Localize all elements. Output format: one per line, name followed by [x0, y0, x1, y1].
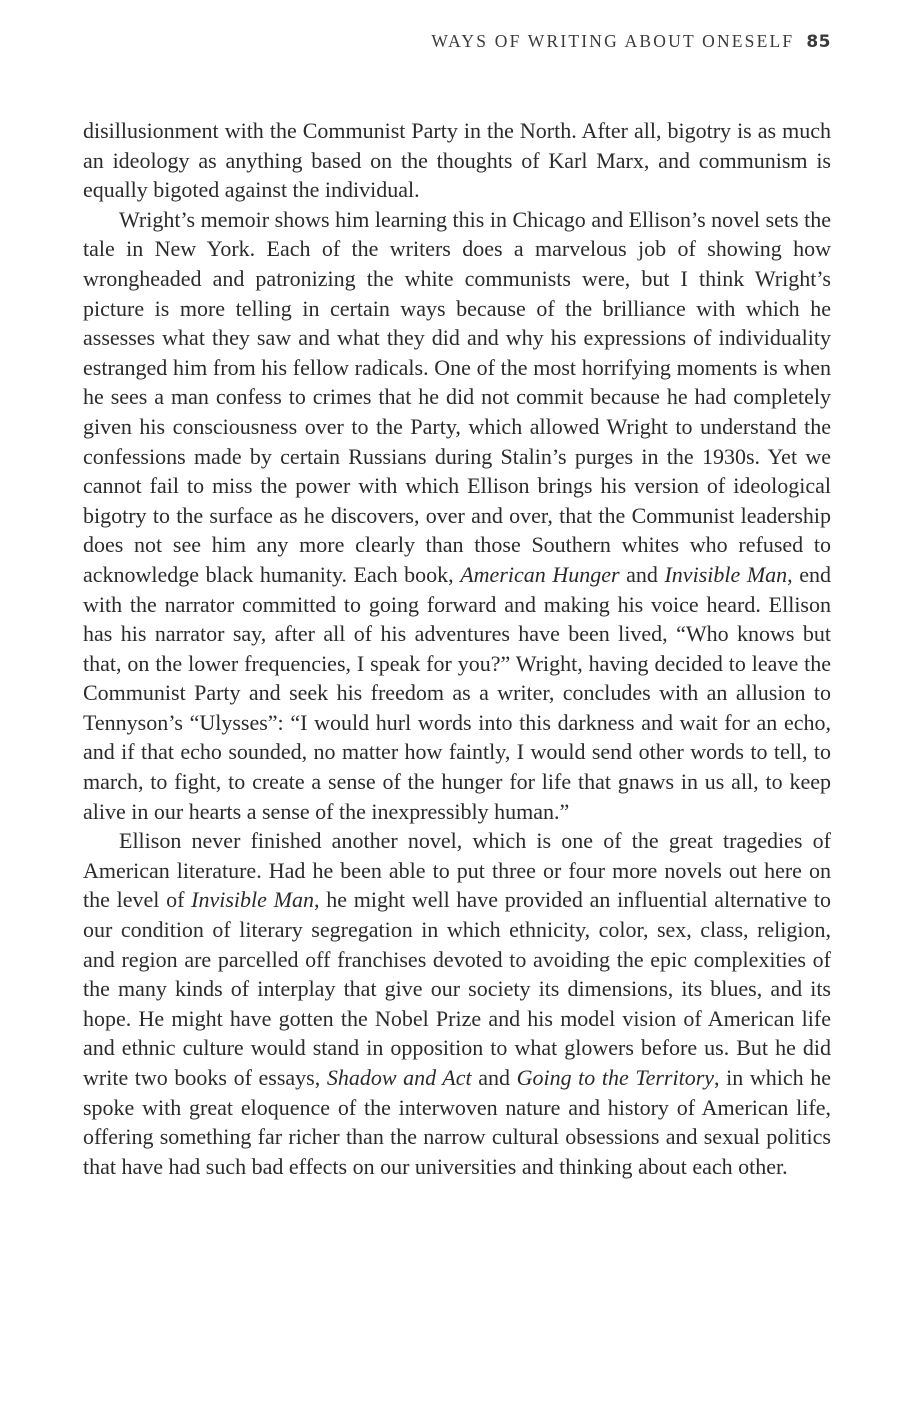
italic-title: Invisible Man — [191, 887, 314, 913]
text-run: Wright’s memoir shows him learning this in Chicago and Ellison’s novel sets the tale in New York. Each of the writers does a marvelous job of showing how wrongheaded and patronizing the white communists were, but I think Wright’s picture is more telling in certain ways because of the brilliance with which he assesses what they saw and what they did and why his expressions of individuality estranged him from his fellow radicals. One of the most horrifying moments is when he sees a man confess to crimes that he did not commit because he had completely given his consciousness over to the Party, which allowed Wright to understand the confessions made by certain Russians during Stalin’s purges in the 1930s. Yet we cannot fail to miss the power with which Ellison brings his version of ideological bigotry to the surface as he discovers, over and over, that the Communist leadership does not see him any more clearly than those Southern whites who refused to acknowledge black humanity. Each book, — [83, 206, 831, 587]
text-run: and — [619, 561, 665, 587]
text-run: , end with the narrator committed to going forward and making his voice heard. Ellison has his narrator say, after all of his adventures have been lived, “Who knows but that, on the lower frequencies, I speak for you?” Wright, having decided to leave the Communist Party and seek his freedom as a writer, concludes with an allusion to Tennyson’s “Ulysses”: “I would hurl words into this darkness and wait for an echo, and if that echo sounded, no matter how faintly, I would send other words to tell, to march, to fight, to create a sense of the hunger for life that gnaws in us all, to keep alive in our hearts a sense of the inexpressibly human.” — [83, 561, 831, 824]
italic-title: Shadow and Act — [326, 1065, 472, 1090]
text-run: and — [471, 1065, 517, 1090]
page-number: 85 — [806, 32, 831, 52]
text-run: , he might well have provided an influential alternative to our condition of literary segregation in which ethnicity, color, sex, class, religion, and region are parcelled off franchises devoted to avoiding the epic complexities of the many kinds of interplay that give our society its dimensions, its blues, and its hope. He might have gotten the Nobel Prize and his model vision of American life and ethnic culture would stand in opposition to what glowers before us. But he did write two books of essays, — [83, 887, 831, 1090]
italic-title: American Hunger — [460, 561, 620, 587]
text-run: , in which he spoke with great eloquence of the interwoven nature and history of American life, offering something far richer than the narrow cultural obsessions and sexual politics that have had such bad effects on our universities and thinking about each other. — [83, 1065, 831, 1179]
running-head — [431, 31, 831, 55]
text-run: Ellison never finished another novel, which is one of the great tragedies of American literature. Had he been able to put three or four more novels out here on the level of — [83, 828, 831, 913]
paragraph — [83, 205, 831, 826]
italic-title: Invisible Man — [664, 561, 788, 587]
text-run: disillusionment with the Communist Party in the North. After all, bigotry is as much an ideology as anything based on the thoughts of Karl Marx, and communism is equally bigoted against the individual. — [83, 118, 831, 203]
paragraph — [83, 116, 831, 205]
paragraph — [83, 826, 831, 1181]
italic-title: Going to the Territory — [516, 1065, 715, 1090]
running-title: WAYS OF WRITING ABOUT ONESELF — [431, 31, 795, 51]
body-text — [83, 116, 831, 1181]
